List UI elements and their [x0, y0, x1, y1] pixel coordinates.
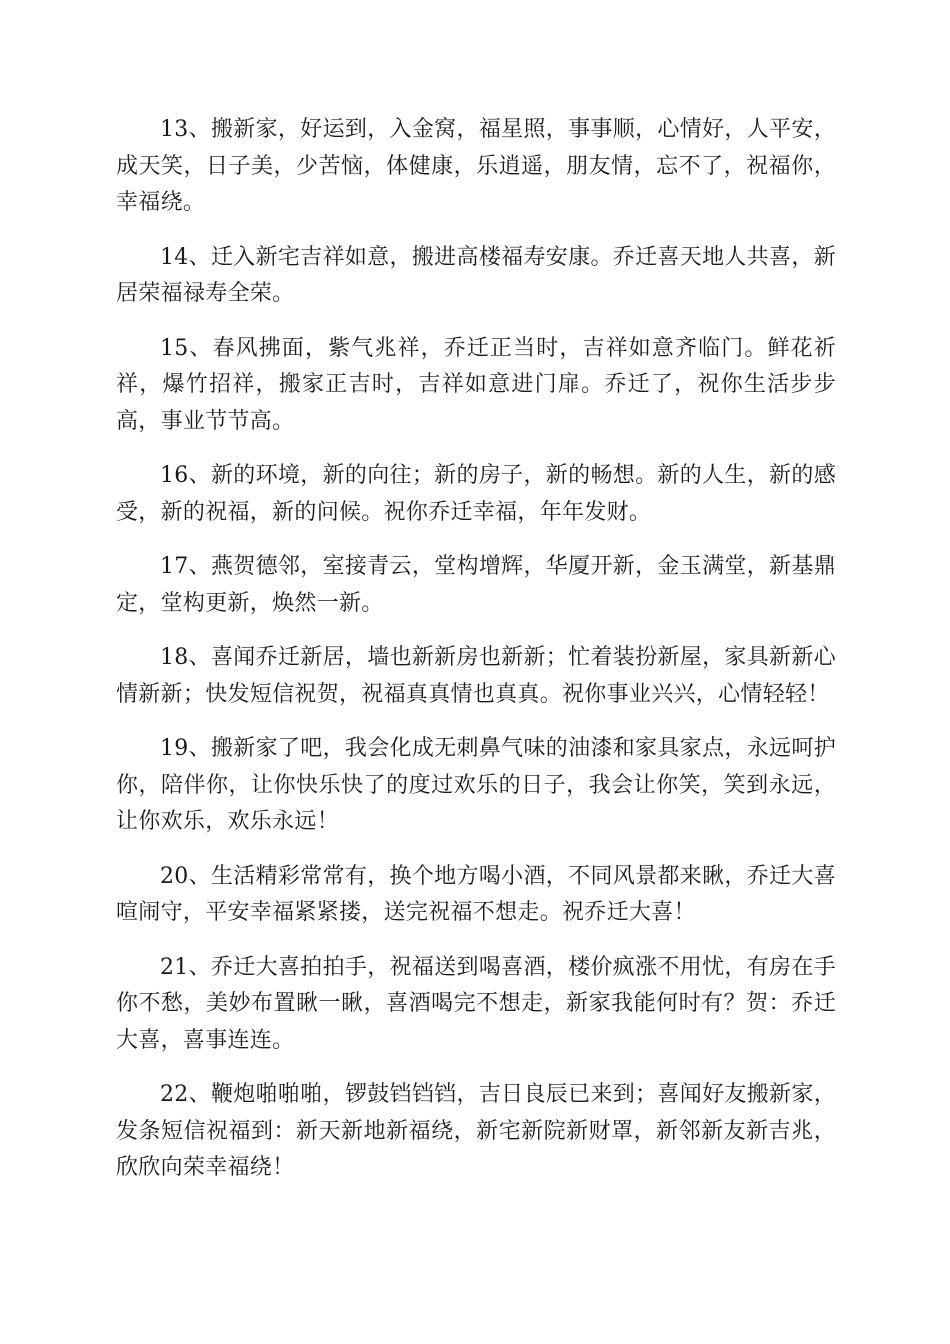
paragraph-14: 14、迁入新宅吉祥如意，搬进高楼福寿安康。乔迁喜天地人共喜，新居荣福禄寿全荣。 — [116, 244, 836, 306]
document-page — [116, 112, 836, 1205]
paragraph-17: 17、燕贺德邻，室接青云，堂构增辉，华厦开新，金玉满堂，新基鼎定，堂构更新，焕然一新。 — [116, 554, 836, 616]
paragraph-15: 15、春风拂面，紫气兆祥，乔迁正当时，吉祥如意齐临门。鲜花祈祥，爆竹招祥，搬家正吉时，吉祥如意进门扉。乔迁了，祝你生活步步高，事业节节高。 — [116, 335, 836, 434]
paragraph-18: 18、喜闻乔迁新居，墙也新新房也新新；忙着装扮新屋，家具新新心情新新；快发短信祝贺，祝福真真情也真真。祝你事业兴兴，心情轻轻！ — [116, 645, 836, 707]
paragraph-19: 19、搬新家了吧，我会化成无刺鼻气味的油漆和家具家点，永远呵护你，陪伴你，让你快乐快了的度过欢乐的日子，我会让你笑，笑到永远，让你欢乐，欢乐永远！ — [116, 736, 836, 834]
paragraph-13: 13、搬新家，好运到，入金窝，福星照，事事顺，心情好，人平安，成天笑，日子美，少苦恼，体健康，乐逍遥，朋友情，忘不了，祝福你，幸福绕。 — [116, 117, 836, 215]
paragraph-20: 20、生活精彩常常有，换个地方喝小酒，不同风景都来瞅，乔迁大喜喧闹守，平安幸福紧紧搂，送完祝福不想走。祝乔迁大喜！ — [116, 863, 836, 925]
paragraph-16: 16、新的环境，新的向往；新的房子，新的畅想。新的人生，新的感受，新的祝福，新的问候。祝你乔迁幸福，年年发财。 — [116, 463, 836, 525]
paragraph-21: 21、乔迁大喜拍拍手，祝福送到喝喜酒，楼价疯涨不用忧，有房在手你不愁，美妙布置瞅一瞅，喜酒喝完不想走，新家我能何时有？贺：乔迁大喜，喜事连连。 — [116, 954, 836, 1053]
paragraph-22: 22、鞭炮啪啪啪，锣鼓铛铛铛，吉日良辰已来到；喜闻好友搬新家，发条短信祝福到：新天新地新福绕，新宅新院新财罩，新邻新友新吉兆，欣欣向荣幸福绕！ — [116, 1082, 836, 1180]
